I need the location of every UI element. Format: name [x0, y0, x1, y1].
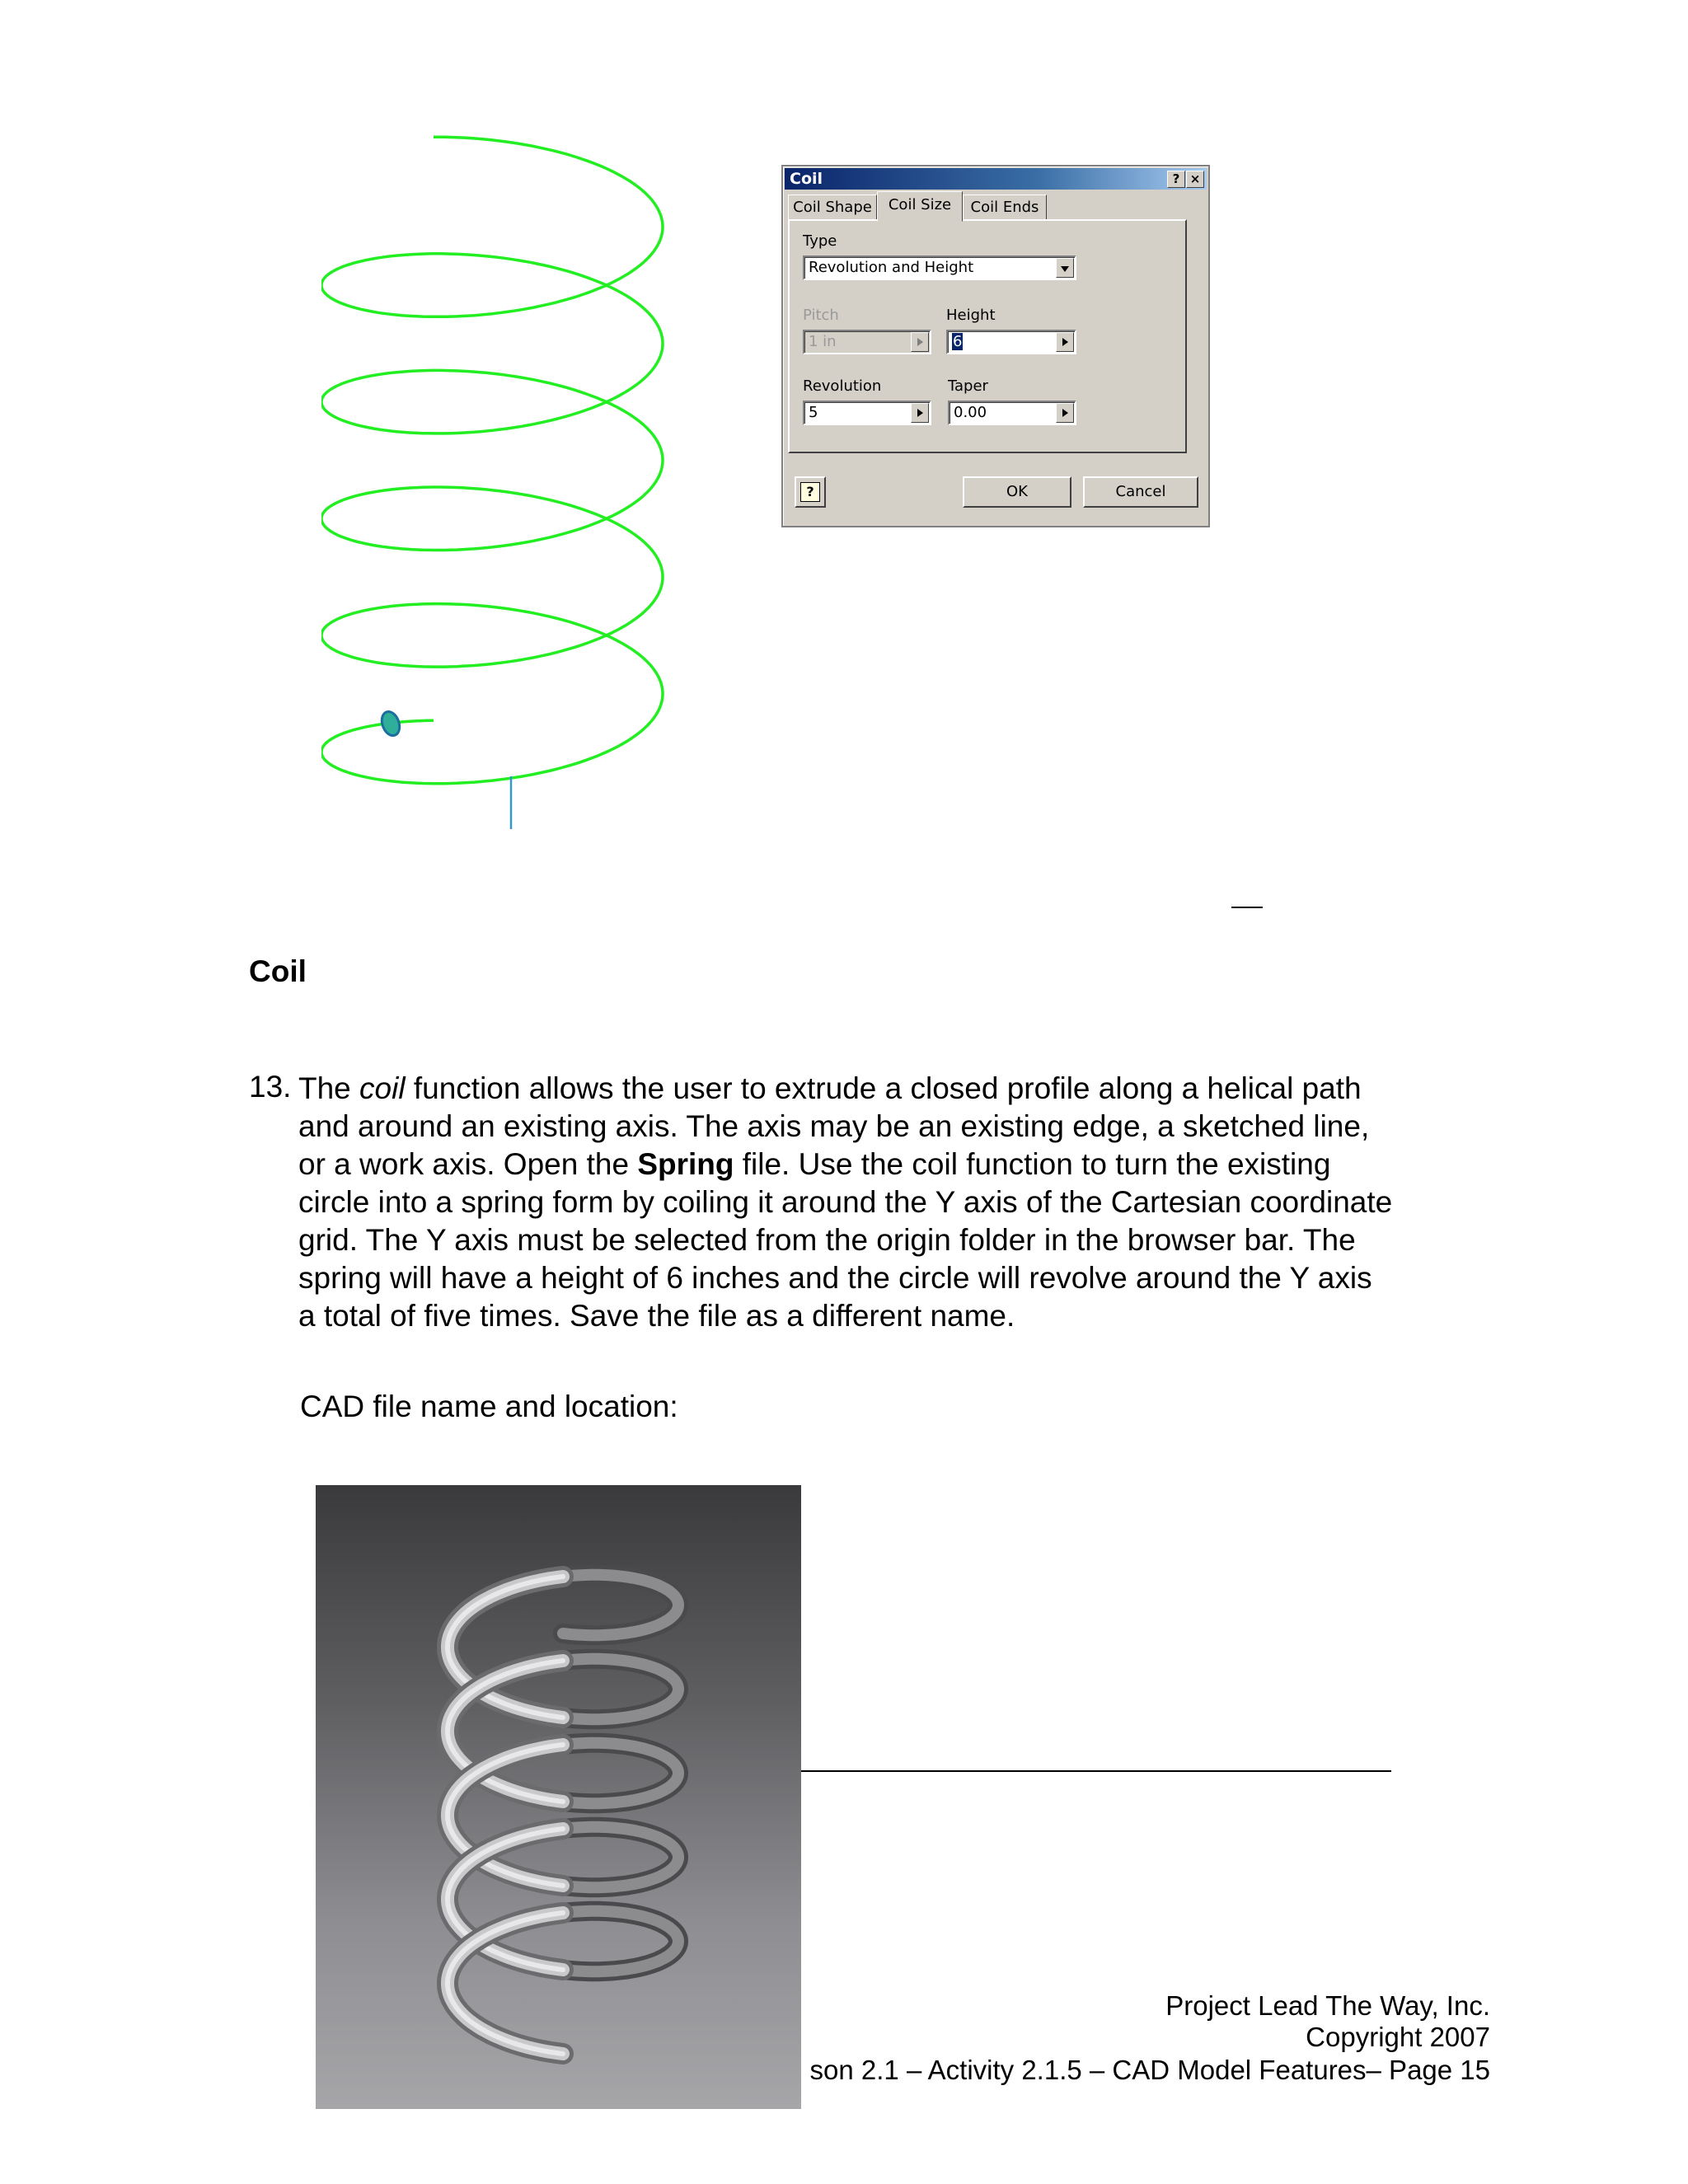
dash-mark	[1231, 907, 1263, 908]
page-footer	[1165, 1990, 1490, 2053]
spring-render-image	[316, 1485, 801, 2109]
instruction-line: a total of five times. Save the file as a different name.	[298, 1299, 1015, 1333]
answer-blank-line	[801, 1770, 1391, 1772]
help-button[interactable]	[795, 476, 826, 508]
footer-copyright: Copyright 2007	[1306, 2022, 1490, 2052]
height-value: 6	[953, 333, 963, 350]
tab-coil-shape[interactable]: Coil Shape	[788, 194, 877, 221]
cad-file-label: CAD file name and location:	[300, 1390, 678, 1423]
pitch-value: 1 in	[809, 333, 837, 350]
height-field[interactable]	[946, 330, 1076, 354]
revolution-label: Revolution	[803, 377, 882, 395]
dialog-close-button[interactable]: ×	[1186, 171, 1204, 188]
instruction-line: The coil function allows the user to extrude a closed profile along a helical path	[298, 1071, 1362, 1105]
instruction-line: and around an existing axis. The axis may be an existing edge, a sketched line,	[298, 1109, 1370, 1143]
tab-coil-size[interactable]: Coil Size	[877, 191, 963, 222]
type-select[interactable]	[803, 255, 1076, 280]
ok-button[interactable]: OK	[963, 476, 1071, 508]
helix-path	[321, 137, 663, 784]
tab-coil-ends[interactable]: Coil Ends	[963, 194, 1047, 221]
chevron-down-icon[interactable]	[1056, 258, 1074, 278]
profile-circle	[378, 709, 402, 738]
taper-value: 0.00	[954, 404, 987, 421]
spring-illustration	[316, 1485, 801, 2109]
pitch-arrow-icon	[911, 332, 929, 352]
type-label: Type	[803, 232, 837, 250]
dialog-help-title-button[interactable]: ?	[1167, 171, 1185, 188]
height-label: Height	[946, 307, 996, 324]
taper-label: Taper	[948, 377, 988, 395]
coil-size-panel	[788, 219, 1187, 453]
emphasis-coil: coil	[359, 1071, 406, 1105]
revolution-value: 5	[809, 404, 818, 421]
type-select-value: Revolution and Height	[809, 259, 974, 276]
footer-page-info: son 2.1 – Activity 2.1.5 – CAD Model Features– Page 15	[809, 2055, 1490, 2085]
dialog-titlebar	[785, 168, 1207, 190]
height-arrow-icon[interactable]	[1056, 332, 1074, 352]
dialog-title: Coil	[790, 170, 823, 188]
instruction-line: grid. The Y axis must be selected from the origin folder in the browser bar. The	[298, 1223, 1356, 1257]
help-icon: ?	[800, 482, 820, 502]
footer-page-info-wrap	[801, 2055, 1490, 2088]
instruction-line: circle into a spring form by coiling it around the Y axis of the Cartesian coordinate	[298, 1185, 1393, 1219]
footer-organization: Project Lead The Way, Inc.	[1165, 1990, 1490, 2021]
instruction-line: or a work axis. Open the Spring file. Use the coil function to turn the existing	[298, 1147, 1331, 1181]
section-heading: Coil	[249, 954, 307, 988]
pitch-field	[803, 330, 931, 354]
coil-dialog	[781, 165, 1210, 527]
revolution-arrow-icon[interactable]	[911, 403, 929, 423]
step-13-instructions	[298, 1070, 1502, 1335]
emphasis-spring: Spring	[637, 1147, 734, 1181]
taper-field[interactable]	[948, 401, 1076, 425]
instruction-line: spring will have a height of 6 inches and the circle will revolve around the Y axis	[298, 1261, 1372, 1295]
cancel-button[interactable]: Cancel	[1083, 476, 1198, 508]
revolution-field[interactable]	[803, 401, 931, 425]
taper-arrow-icon[interactable]	[1056, 403, 1074, 423]
helix-wireframe-figure	[321, 132, 717, 874]
pitch-label: Pitch	[803, 307, 839, 324]
step-number: 13.	[249, 1070, 292, 1104]
